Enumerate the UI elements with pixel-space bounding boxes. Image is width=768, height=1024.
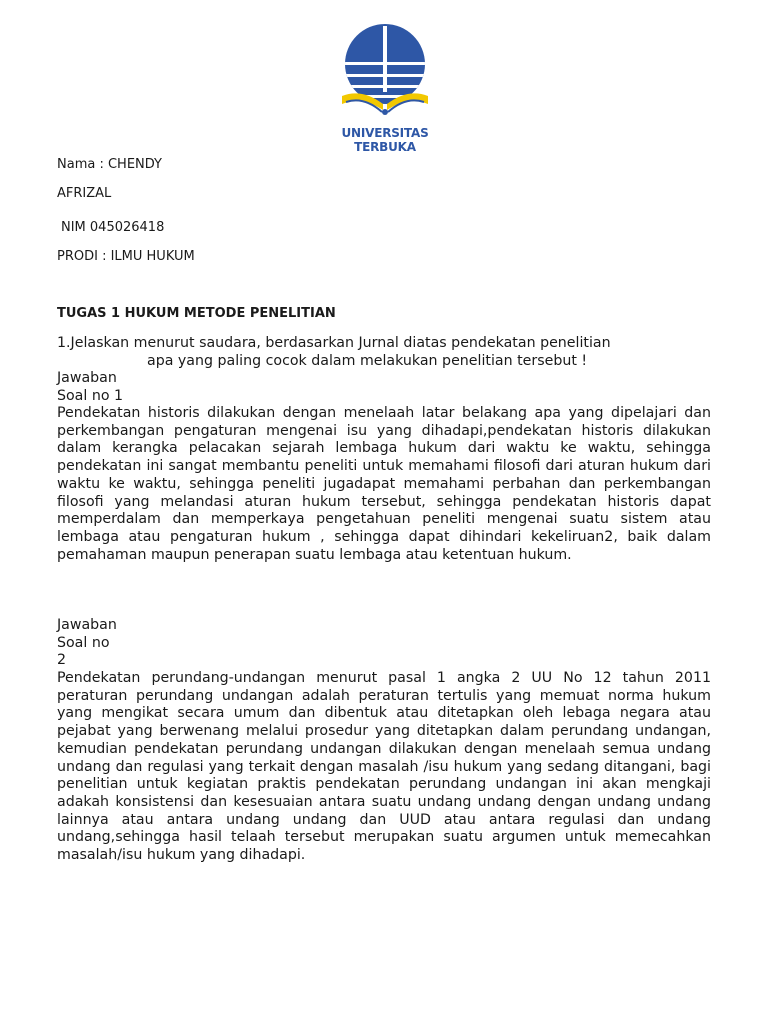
answer-2-soal-line-2: 2	[57, 652, 67, 668]
answer-2-soal-line-1: Soal no	[57, 635, 110, 651]
student-name: Nama : CHENDY	[57, 157, 162, 172]
logo-emblem-icon	[310, 18, 460, 123]
university-logo	[310, 18, 460, 154]
study-program: PRODI : ILMU HUKUM	[57, 249, 195, 264]
question-1-line-2: apa yang paling cocok dalam melakukan penelitian tersebut !	[147, 352, 588, 369]
answer-2-label: Jawaban	[57, 617, 117, 633]
question-1	[57, 335, 717, 370]
question-1-line-1: 1.Jelaskan menurut saudara, berdasarkan Jurnal diatas pendekatan penelitian	[57, 335, 611, 351]
logo-text: UNIVERSITAS TERBUKA	[341, 126, 429, 154]
answer-1-label: Jawaban	[57, 370, 117, 386]
answer-2-text: Pendekatan perundang-undangan menurut pasal 1 angka 2 UU No 12 tahun 2011 peraturan perundang undangan adalah peraturan tertulis yang memuat norma hukum yang mengikat secara umum dan dibentuk atau ditetapkan oleh lebaga negara atau pejabat yang berwenang melalui prosedur yang ditetapkan dalam perundang undangan, kemudian pendekatan perundang undangan dilakukan dengan menelaah semua undang undang dan regulasi yang terkait dengan masalah /isu hukum yang sedang ditangani, bagi penelitian untuk kegiatan praktis pendekatan perundang undangan ini akan mengkaji adakah konsistensi dan kesesuaian antara suatu undang undang dengan undang undang lainnya atau antara undang undang dan UUD atau antara regulasi dan undang undang,sehingga hasil telaah tersebut merupakan suatu argumen untuk memecahkan masalah/isu hukum yang dihadapi.	[57, 670, 711, 864]
task-title: TUGAS 1 HUKUM METODE PENELITIAN	[57, 306, 336, 321]
answer-1-soal: Soal no 1	[57, 388, 124, 404]
student-name-continued: AFRIZAL	[57, 186, 112, 201]
student-nim: NIM 045026418	[61, 220, 165, 235]
answer-1-text: Pendekatan historis dilakukan dengan menelaah latar belakang apa yang dipelajari dan perkembangan pengaturan mengenai isu yang dihadapi,pendekatan historis dilakukan dalam kerangka pelacakan sejarah lembaga hukum dari waktu ke waktu, sehingga pendekatan ini sangat membantu peneliti untuk memahami filosofi dari aturan hukum dari waktu ke waktu, sehingga peneliti jugadapat memahami perbahan dan perkembangan filosofi yang melandasi aturan hukum tersebut, sehingga pendekatan historis dapat memperdalam dan memperkaya pengetahuan peneliti mengenai suatu sistem atau lembaga atau pengaturan hukum , sehingga dapat dihindari kekeliruan2, baik dalam pemahaman maupun penerapan suatu lembaga atau ketentuan hukum.	[57, 405, 711, 563]
